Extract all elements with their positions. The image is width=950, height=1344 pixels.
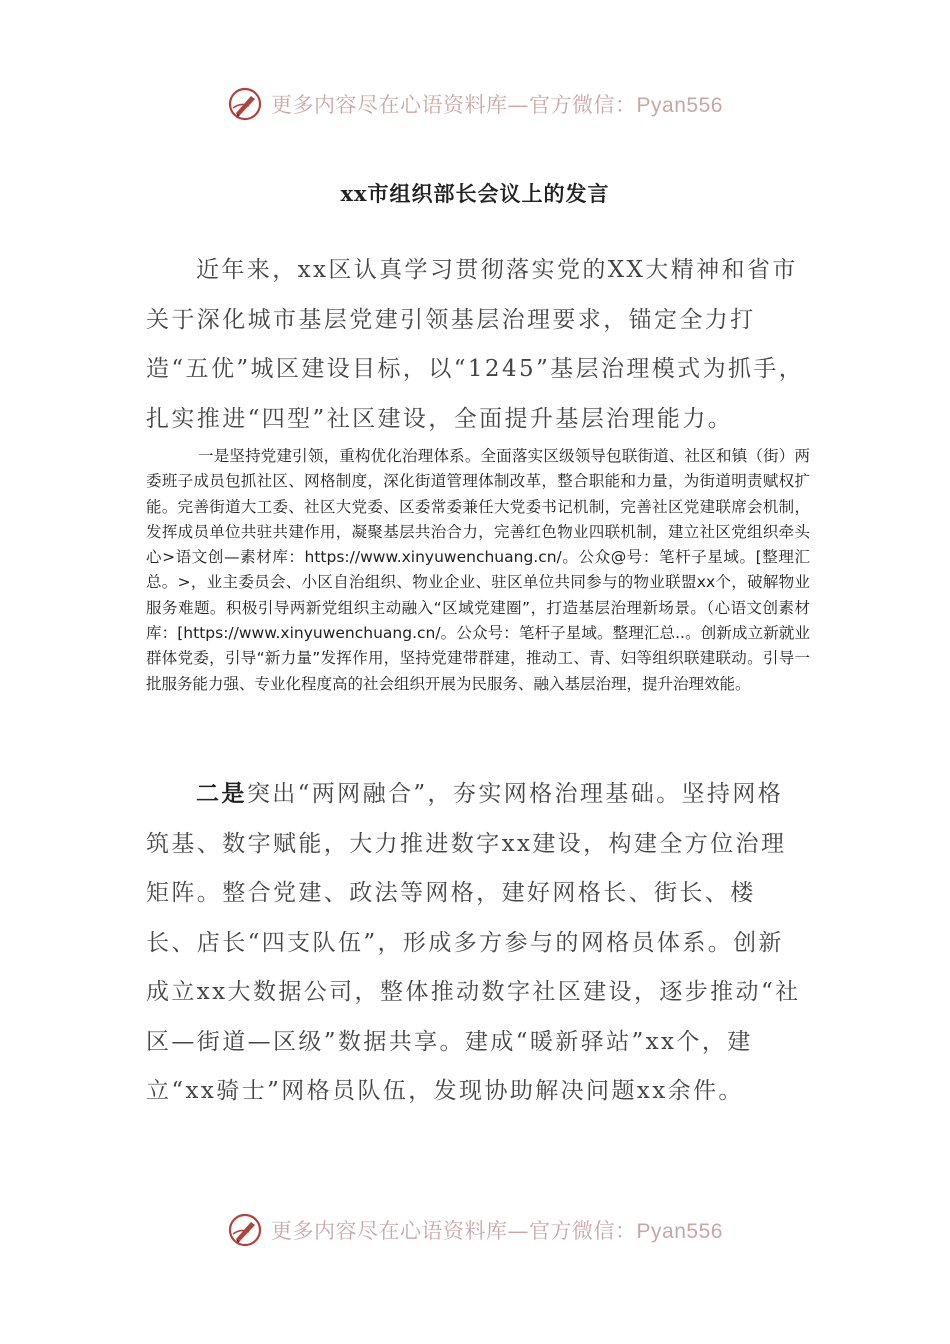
watermark-text: 更多内容尽在心语资料库—官方微信：Pyan556: [271, 1219, 723, 1243]
point-two-lead: 二是: [196, 780, 247, 807]
point-one-paragraph: 一是坚持党建引领，重构优化治理体系。全面落实区级领导包联街道、社区和镇（街）两委班子成员包抓社区、网格制度，深化街道管理体制改革，整合职能和力量，为街道明责赋权扩能。完善街道大工委、社区大党委、区委常委兼任大党委书记机制，完善社区党建联席会机制，发挥成员单位共驻共建作用，凝聚基层共治合力，完善红色物业四联机制，建立社区党组织牵头心>语文创—素材库：https://www.xinyuwenchuang.cn/。公众@号：笔杆子星域。[整理汇总。>，业主委员会、小区自治组织、物业企业、驻区单位共同参与的物业联盟xx个，破解物业服务难题。积极引导两新党组织主动融入“区域党建圈”，打造基层治理新场景。（心语文创素材库：[https://www.xinyuwenchuang.cn/。公众号：笔杆子星域。整理汇总..。创新成立新就业群体党委，引导“新力量”发挥作用，坚持党建带群建，推动工、青、妇等组织联建联动。引导一批服务能力强、专业化程度高的社会组织开展为民服务、融入基层治理，提升治理效能。: [146, 447, 810, 693]
pen-logo-icon: [227, 86, 263, 122]
document-title: xx市组织部长会议上的发言: [340, 181, 610, 206]
pen-logo-icon: [227, 1212, 263, 1248]
intro-paragraph: 近年来，xx区认真学习贯彻落实党的XX大精神和省市关于深化城市基层党建引领基层治理要求，锚定全力打造“五优”城区建设目标，以“1245”基层治理模式为抓手，扎实推进“四型”社区建设，全面提升基层治理能力。: [146, 257, 805, 432]
point-two-paragraph: 二是突出“两网融合”，夯实网格治理基础。坚持网格筑基、数字赋能，大力推进数字xx建设，构建全方位治理矩阵。整合党建、政法等网格，建好网格长、街长、楼长、店长“四支队伍”，形成多方参与的网格员体系。创新成立xx大数据公司，整体推动数字社区建设，逐步推动“社区—街道—区级”数据共享。建成“暖新驿站”xx个，建立“xx骑士”网格员队伍，发现协助解决问题xx余件。: [146, 780, 801, 1104]
footer-watermark: [0, 1208, 950, 1252]
watermark-text: 更多内容尽在心语资料库—官方微信：Pyan556: [271, 93, 723, 117]
header-watermark: [0, 82, 950, 126]
